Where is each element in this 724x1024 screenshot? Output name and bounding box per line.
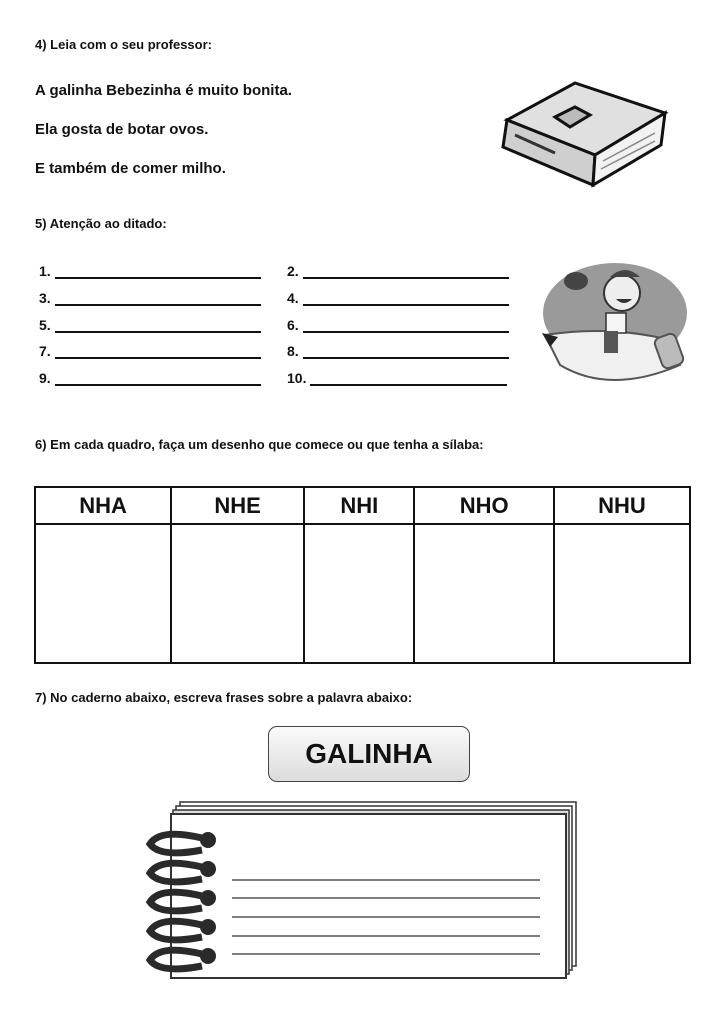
answer-line[interactable] xyxy=(303,319,509,333)
answer-line[interactable] xyxy=(55,292,261,306)
syllable-header-nhu: NHU xyxy=(554,487,690,524)
syllable-header-nho: NHO xyxy=(414,487,553,524)
reading-line-3: E também de comer milho. xyxy=(35,160,226,177)
reading-line-2: Ela gosta de botar ovos. xyxy=(35,121,209,138)
syllable-drawing-table xyxy=(34,486,691,664)
item-number: 4. xyxy=(287,290,299,306)
answer-line[interactable] xyxy=(55,372,261,386)
dictation-item-8[interactable] xyxy=(287,343,509,359)
drawing-box-nhi[interactable] xyxy=(304,524,414,663)
q7-title: 7) No caderno abaixo, escreva frases sobre a palavra abaixo: xyxy=(35,690,413,705)
q5-title: 5) Atenção ao ditado: xyxy=(35,216,167,231)
dictation-item-7[interactable] xyxy=(39,343,261,359)
boy-on-pencil-illustration xyxy=(540,255,690,390)
answer-line[interactable] xyxy=(303,292,509,306)
drawing-box-nhu[interactable] xyxy=(554,524,690,663)
drawing-box-nho[interactable] xyxy=(414,524,553,663)
answer-line[interactable] xyxy=(55,345,261,359)
dictation-item-10[interactable] xyxy=(287,370,507,386)
dictation-item-9[interactable] xyxy=(39,370,261,386)
answer-line[interactable] xyxy=(310,372,507,386)
dictation-item-4[interactable] xyxy=(287,290,509,306)
answer-line[interactable] xyxy=(55,265,261,279)
dictation-item-3[interactable] xyxy=(39,290,261,306)
answer-line[interactable] xyxy=(303,265,509,279)
spiral-notebook xyxy=(140,800,580,985)
item-number: 2. xyxy=(287,263,299,279)
item-number: 6. xyxy=(287,317,299,333)
dictation-item-5[interactable] xyxy=(39,317,261,333)
item-number: 8. xyxy=(287,343,299,359)
item-number: 1. xyxy=(39,263,51,279)
item-number: 9. xyxy=(39,370,51,386)
drawing-box-nha[interactable] xyxy=(35,524,171,663)
dictation-item-6[interactable] xyxy=(287,317,509,333)
item-number: 5. xyxy=(39,317,51,333)
answer-line[interactable] xyxy=(303,345,509,359)
syllable-header-nha: NHA xyxy=(35,487,171,524)
drawing-box-nhe[interactable] xyxy=(171,524,304,663)
item-number: 10. xyxy=(287,370,307,386)
q4-title: 4) Leia com o seu professor: xyxy=(35,37,212,52)
reading-line-1: A galinha Bebezinha é muito bonita. xyxy=(35,82,292,99)
dictation-item-2[interactable] xyxy=(287,263,509,279)
dictation-item-1[interactable] xyxy=(39,263,261,279)
syllable-header-nhi: NHI xyxy=(304,487,414,524)
item-number: 7. xyxy=(39,343,51,359)
word-label-box: GALINHA xyxy=(268,726,470,782)
answer-line[interactable] xyxy=(55,319,261,333)
q6-title: 6) Em cada quadro, faça um desenho que comece ou que tenha a sílaba: xyxy=(35,437,484,452)
item-number: 3. xyxy=(39,290,51,306)
book-illustration xyxy=(495,75,695,195)
syllable-header-nhe: NHE xyxy=(171,487,304,524)
